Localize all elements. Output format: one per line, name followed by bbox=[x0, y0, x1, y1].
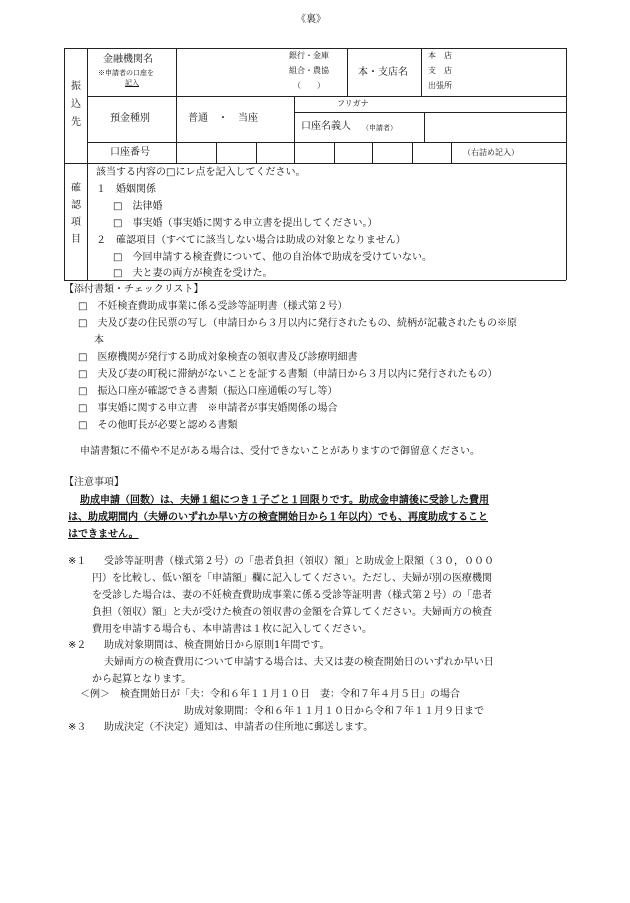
branch-type-option: 出張所 bbox=[428, 81, 452, 90]
page-title: 《裏》 bbox=[296, 14, 326, 25]
branch-type-option: 本 店 bbox=[428, 51, 452, 60]
bank-note: 記入 bbox=[125, 79, 139, 87]
note-1-line: を受診した場合は、妻の不妊検査費助成事業に係る受診等証明書（様式第２号）の「患者 bbox=[92, 590, 492, 601]
checklist-item: □ 振込口座が確認できる書類（振込口座通帳の写し等） bbox=[78, 386, 338, 397]
marriage-heading: １ 婚姻関係 bbox=[96, 184, 156, 195]
bank-type-option: （ ） bbox=[293, 81, 325, 90]
note-1-line: 負担（領収）額」と夫が受けた検査の領収書の金額を合算してください。夫婦両方の検査 bbox=[92, 607, 492, 618]
transfer-side-char: 先 bbox=[71, 117, 81, 128]
example-period-line: 助成対象期間：令和６年１１月１０日から令和７年１１月９日まで bbox=[184, 706, 484, 717]
bank-type-option: 組合・農協 bbox=[289, 66, 329, 75]
account-number-label: 口座番号 bbox=[110, 147, 150, 158]
no-other-subsidy-checkbox: □ 今回申請する検査費について、他の自治体で助成を受けていない。 bbox=[113, 252, 433, 263]
branch-type-option: 支 店 bbox=[428, 66, 452, 75]
deposit-type-options: 普通 ・ 当座 bbox=[188, 113, 258, 124]
example-line: ＜例＞ 検査開始日が「夫：令和６年１１月１０日 妻：令和７年４月５日」の場合 bbox=[80, 689, 460, 700]
right-align-note: （右詰め記入） bbox=[463, 148, 519, 157]
branch-name-label: 本・支店名 bbox=[358, 67, 408, 78]
checklist-item: □ 夫及び妻の町税に滞納がないことを証する書類（申請日から３月以内に発行されたもの） bbox=[78, 369, 498, 380]
caution-bold-line: 助成申請（回数）は、夫婦１組につき１子ごと１回限りです。助成金申請後に受診した費用 bbox=[80, 495, 489, 506]
note-2-line: 夫婦両方の検査費用について申請する場合は、夫又は妻の検査開始日のいずれか早い日 bbox=[104, 657, 494, 668]
checklist-item: □ 医療機関が発行する助成対象検査の領収書及び診療明細書 bbox=[78, 352, 358, 363]
note-3-line: 助成決定（不決定）通知は、申請者の住所地に郵送します。 bbox=[104, 722, 374, 733]
caution-bold-line: は、助成期間内（夫婦のいずれか早い方の検査開始日から１年以内）でも、再度助成すること bbox=[68, 512, 488, 523]
bank-type-option: 銀行・金庫 bbox=[289, 51, 329, 60]
note-1-line: 円）を比較し、低い額を「申請額」欄に記入してください。ただし、夫婦が別の医療機関 bbox=[92, 573, 492, 584]
note-1-line: 受診等証明書（様式第２号）の「患者負担（領収）額」と助成金上限額（３０，０００ bbox=[104, 556, 494, 567]
checklist-item: □ その他町長が必要と認める書類 bbox=[78, 420, 238, 431]
confirm-side-char: 認 bbox=[71, 200, 81, 211]
checklist-item: 本 bbox=[94, 335, 104, 346]
checklist-item: □ 不妊検査費助成事業に係る受診等証明書（様式第２号） bbox=[78, 301, 348, 312]
checklist-title: 【添付書類・チェックリスト】 bbox=[64, 284, 204, 295]
transfer-side-char: 振 bbox=[71, 81, 81, 92]
deposit-type-label: 預金種別 bbox=[110, 113, 150, 124]
note-2-line: から起算となります。 bbox=[92, 674, 192, 685]
caution-title: 【注意事項】 bbox=[64, 477, 124, 488]
caution-bold-line: はできません。 bbox=[68, 529, 139, 540]
incomplete-notice: 申請書類に不備や不足がある場合は、受付できないことがありますので御留意ください。 bbox=[80, 446, 480, 457]
common-law-checkbox: □ 事実婚（事実婚に関する申立書を提出してください。） bbox=[113, 218, 378, 229]
note-mark: ※３ bbox=[68, 722, 87, 733]
confirm-side-char: 項 bbox=[71, 217, 81, 228]
note-mark: ※２ bbox=[68, 640, 87, 651]
checklist-item: □ 夫及び妻の住民票の写し（申請日から３月以内に発行されたもの、続柄が記載されたもの※原 bbox=[78, 318, 518, 329]
confirm-side-char: 確 bbox=[71, 183, 81, 194]
both-tested-checkbox: □ 夫と妻の両方が検査を受けた。 bbox=[113, 268, 273, 279]
confirm-side-char: 目 bbox=[71, 234, 81, 245]
account-holder-note: （申請者） bbox=[362, 124, 397, 132]
bank-name-label: 金融機関名 bbox=[103, 54, 153, 65]
bank-note: ※申請者の口座を bbox=[98, 69, 154, 77]
transfer-side-char: 込 bbox=[71, 99, 81, 110]
legal-marriage-checkbox: □ 法律婚 bbox=[113, 201, 163, 212]
note-1-line: 費用を申請する場合も、本申請書は１枚に記入してください。 bbox=[92, 624, 372, 635]
furigana-label: フリガナ bbox=[337, 99, 369, 108]
confirm-intro: 該当する内容の□にレ点を記入してください。 bbox=[96, 167, 306, 178]
note-mark: ※１ bbox=[68, 556, 87, 567]
checklist-item: □ 事実婚に関する申立書 ※申請者が事実婚関係の場合 bbox=[78, 403, 338, 414]
account-holder-label: 口座名義人 bbox=[301, 121, 351, 132]
confirm-items-heading: ２ 確認項目（すべてに該当しない場合は助成の対象となりません） bbox=[96, 235, 406, 246]
note-2-line: 助成対象期間は、検査開始日から原則1年間です。 bbox=[104, 640, 330, 651]
